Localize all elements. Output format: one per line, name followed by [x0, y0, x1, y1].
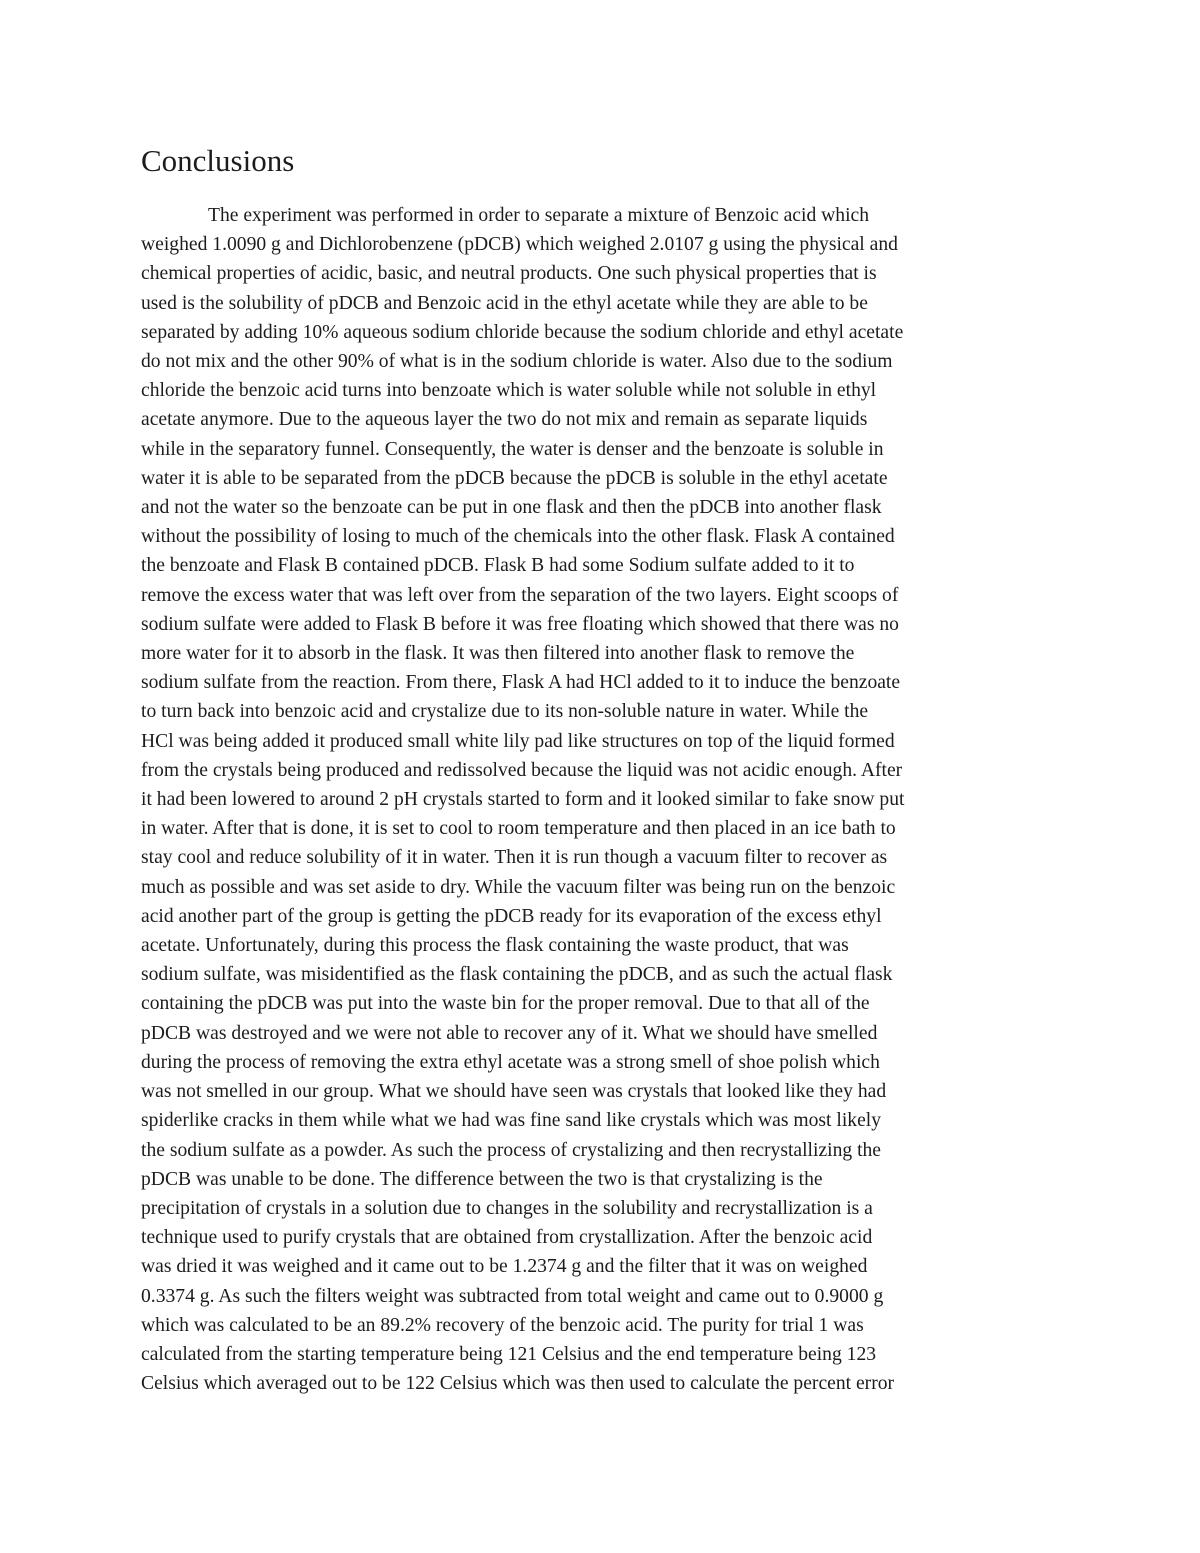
- paragraph-line: it had been lowered to around 2 pH crystals started to form and it looked similar to fake snow put: [141, 789, 905, 811]
- paragraph-line: acetate. Unfortunately, during this process the flask containing the waste product, that was: [141, 935, 849, 957]
- paragraph-line: without the possibility of losing to much of the chemicals into the other flask. Flask A contained: [141, 526, 895, 548]
- paragraph-line: water it is able to be separated from the pDCB because the pDCB is soluble in the ethyl acetate: [141, 467, 888, 489]
- paragraph-line: the benzoate and Flask B contained pDCB. Flask B had some Sodium sulfate added to it to: [141, 555, 855, 577]
- paragraph-line: sodium sulfate were added to Flask B before it was free floating which showed that there was no: [141, 613, 899, 635]
- paragraph-line: technique used to purify crystals that are obtained from crystallization. After the benzoic acid: [141, 1227, 873, 1249]
- paragraph-line: while in the separatory funnel. Consequently, the water is denser and the benzoate is soluble in: [141, 438, 884, 460]
- paragraph-line: and not the water so the benzoate can be put in one flask and then the pDCB into another flask: [141, 497, 882, 519]
- paragraph-line: acid another part of the group is getting the pDCB ready for its evaporation of the excess ethyl: [141, 905, 882, 927]
- paragraph-line: HCl was being added it produced small white lily pad like structures on top of the liquid formed: [141, 730, 895, 752]
- paragraph-line: to turn back into benzoic acid and crystalize due to its non-soluble nature in water. While the: [141, 701, 869, 723]
- paragraph-line: chemical properties of acidic, basic, and neutral products. One such physical properties that is: [141, 263, 877, 285]
- paragraph-line: pDCB was destroyed and we were not able to recover any of it. What we should have smelled: [141, 1022, 878, 1044]
- paragraph-line: containing the pDCB was put into the waste bin for the proper removal. Due to that all of the: [141, 993, 870, 1015]
- paragraph-line: The experiment was performed in order to separate a mixture of Benzoic acid which: [208, 205, 870, 226]
- paragraph-line: sodium sulfate from the reaction. From there, Flask A had HCl added to it to induce the benzoate: [141, 672, 901, 694]
- paragraph-line: do not mix and the other 90% of what is in the sodium chloride is water. Also due to the sodium: [141, 351, 893, 373]
- paragraph-line: stay cool and reduce solubility of it in water. Then it is run though a vacuum filter to recover as: [141, 847, 888, 869]
- paragraph-line: chloride the benzoic acid turns into benzoate which is water soluble while not soluble in ethyl: [141, 380, 877, 402]
- paragraph-line: the sodium sulfate as a powder. As such the process of crystalizing and then recrystallizing the: [141, 1139, 882, 1161]
- paragraph-line: much as possible and was set aside to dry. While the vacuum filter was being run on the benzoic: [141, 876, 896, 898]
- paragraph-line: precipitation of crystals in a solution due to changes in the solubility and recrystallization is a: [141, 1197, 873, 1219]
- paragraph-line: pDCB was unable to be done. The difference between the two is that crystalizing is the: [141, 1168, 823, 1190]
- page-title: Conclusions: [141, 143, 295, 178]
- paragraph-line: separated by adding 10% aqueous sodium chloride because the sodium chloride and ethyl acetate: [141, 321, 904, 343]
- paragraph-line: remove the excess water that was left over from the separation of the two layers. Eight scoops of: [141, 584, 899, 606]
- paragraph-line: sodium sulfate, was misidentified as the flask containing the pDCB, and as such the actual flask: [141, 964, 893, 986]
- paragraph-line: more water for it to absorb in the flask. It was then filtered into another flask to remove the: [141, 643, 855, 665]
- paragraph-line: was not smelled in our group. What we should have seen was crystals that looked like they had: [141, 1081, 887, 1103]
- paragraph-line: spiderlike cracks in them while what we had was fine sand like crystals which was most likely: [141, 1110, 882, 1132]
- paragraph-line: weighed 1.0090 g and Dichlorobenzene (pDCB) which weighed 2.0107 g using the physical and: [141, 234, 898, 256]
- paragraph-line: 0.3374 g. As such the filters weight was subtracted from total weight and came out to 0.9000 g: [141, 1285, 884, 1307]
- conclusions-paragraph: [141, 201, 1061, 1398]
- paragraph-line: acetate anymore. Due to the aqueous layer the two do not mix and remain as separate liquids: [141, 409, 868, 431]
- paragraph-line: calculated from the starting temperature being 121 Celsius and the end temperature being 123: [141, 1343, 877, 1365]
- paragraph-line: used is the solubility of pDCB and Benzoic acid in the ethyl acetate while they are able to be: [141, 292, 868, 314]
- paragraph-line: Celsius which averaged out to be 122 Celsius which was then used to calculate the percent error: [141, 1373, 895, 1395]
- paragraph-line: which was calculated to be an 89.2% recovery of the benzoic acid. The purity for trial 1 was: [141, 1314, 864, 1336]
- paragraph-line: was dried it was weighed and it came out to be 1.2374 g and the filter that it was on weighed: [141, 1256, 868, 1278]
- paragraph-line: from the crystals being produced and redissolved because the liquid was not acidic enough. After: [141, 759, 903, 781]
- paragraph-line: during the process of removing the extra ethyl acetate was a strong smell of shoe polish which: [141, 1051, 880, 1073]
- paragraph-line: in water. After that is done, it is set to cool to room temperature and then placed in an ice bath to: [141, 818, 896, 840]
